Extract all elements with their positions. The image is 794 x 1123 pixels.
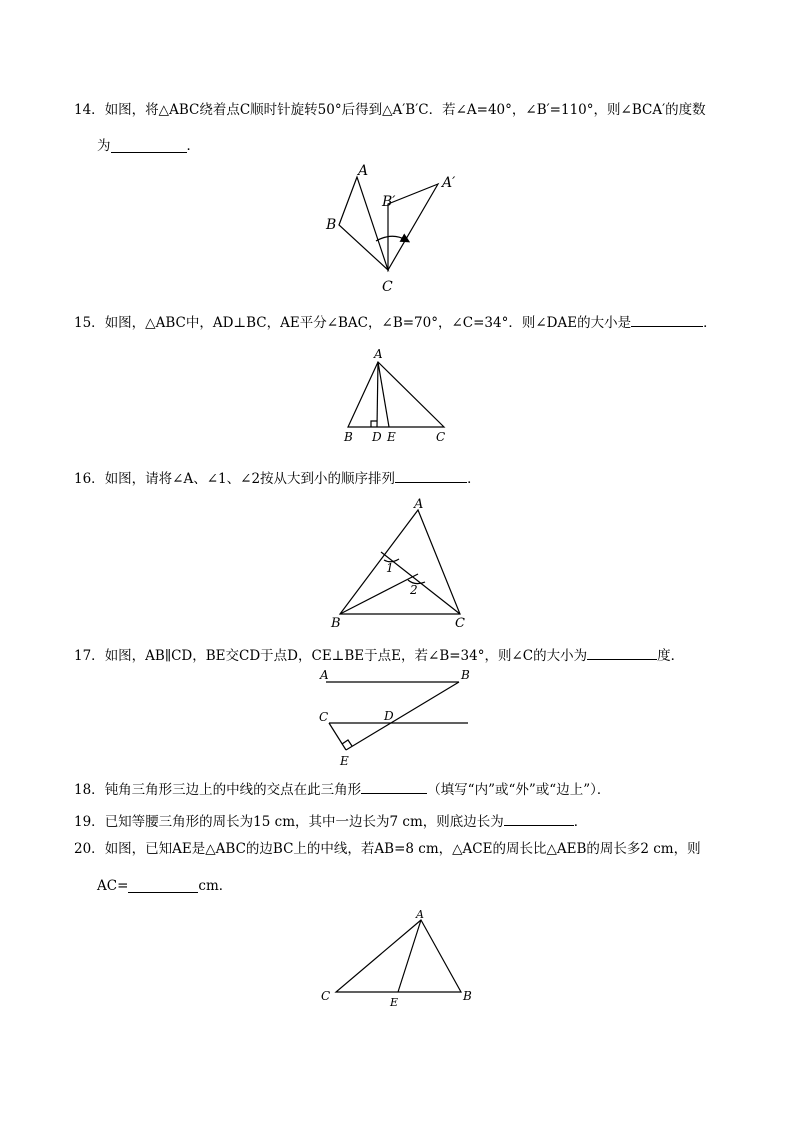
median-ae [398,920,421,992]
fig14-label-b-prime: B′ [382,194,396,210]
question-16-number: 16． [74,471,105,487]
fig16-label-b: B [331,616,341,631]
altitude-ad [377,362,378,427]
triangle-a-prime-b-prime-c [388,184,438,270]
question-17-text: 如图，AB∥CD，BE交CD于点D，CE⊥BE于点E，若∠B=34°，则∠C的大小为 [104,648,588,664]
question-20-text: 如图，已知AE是△ABC的边BC上的中线，若AB=8 cm，△ACE的周长比△AEB的周长多2 cm，则 [104,841,701,857]
question-15-end: ． [703,315,717,331]
fig20-label-b: B [463,989,472,1003]
fig20-label-c: C [321,989,331,1003]
segment-ce [329,723,346,750]
fig14-label-a-prime: A′ [442,175,456,191]
question-20-end: cm． [198,878,233,894]
figure-15 [348,362,444,427]
question-16-text: 如图，请将∠A、∠1、∠2按从大到小的顺序排列 [104,471,396,487]
fig17-label-d: D [384,709,394,723]
triangle-acb [336,920,461,992]
fig14-label-a: A [358,163,369,179]
question-14-line2-text: 为 [97,138,111,154]
right-angle-mark-d [371,421,377,427]
question-20-number: 20． [74,841,105,857]
question-17-number: 17． [74,648,105,664]
question-18-text: 钝角三角形三边上的中线的交点在此三角形 [104,782,362,798]
segment-b-to-inner [340,574,418,614]
fig16-label-a: A [414,497,424,512]
fig20-label-a: A [416,908,424,921]
question-15-number: 15． [74,315,105,331]
fig16-label-c: C [455,616,465,631]
segment-be [346,682,459,750]
fig15-label-c: C [436,430,446,444]
question-15-text: 如图，△ABC中，AD⊥BC，AE平分∠BAC，∠B=70°，∠C=34°．则∠DAE的大小是 [104,315,632,331]
figure-14 [339,177,438,270]
question-14-end: ． [186,138,200,154]
fig20-label-e: E [390,996,399,1009]
fig15-label-e: E [387,430,396,444]
triangle-abc-16 [340,510,460,614]
triangle-abc [339,177,388,270]
fig16-label-1: 1 [386,561,394,575]
fig17-label-e: E [340,754,349,768]
fig16-label-2: 2 [410,583,418,597]
fig17-label-b: B [461,668,470,682]
question-18-end: （填写“内”或“外”或“边上”）． [427,782,611,798]
fig17-label-a: A [320,668,329,682]
question-14-number: 14． [74,102,105,118]
figure-16 [340,510,460,614]
question-19-end: ． [573,814,588,830]
fig14-label-c: C [382,279,393,295]
triangle-abc-15 [348,362,444,427]
question-19-number: 19． [74,814,105,830]
question-16-end: ． [467,471,481,487]
question-18-number: 18． [74,782,105,798]
question-17-end: 度． [657,648,685,664]
fig15-label-a: A [374,347,383,361]
figure-17 [326,682,468,750]
rotation-arrow [376,236,406,241]
figure-20 [336,920,461,992]
fig14-label-b: B [326,217,337,233]
fig15-label-d: D [372,430,382,444]
question-19-text: 已知等腰三角形的周长为15 cm，其中一边长为7 cm，则底边长为 [104,814,504,830]
fig17-label-c: C [319,710,329,724]
fig15-label-b: B [344,430,353,444]
question-20-line2-text: AC= [97,878,129,894]
question-14-text: 如图，将△ABC绕着点C顺时针旋转50°后得到△A′B′C．若∠A=40°，∠B′=110°，则∠BCA′的度数 [104,102,706,118]
